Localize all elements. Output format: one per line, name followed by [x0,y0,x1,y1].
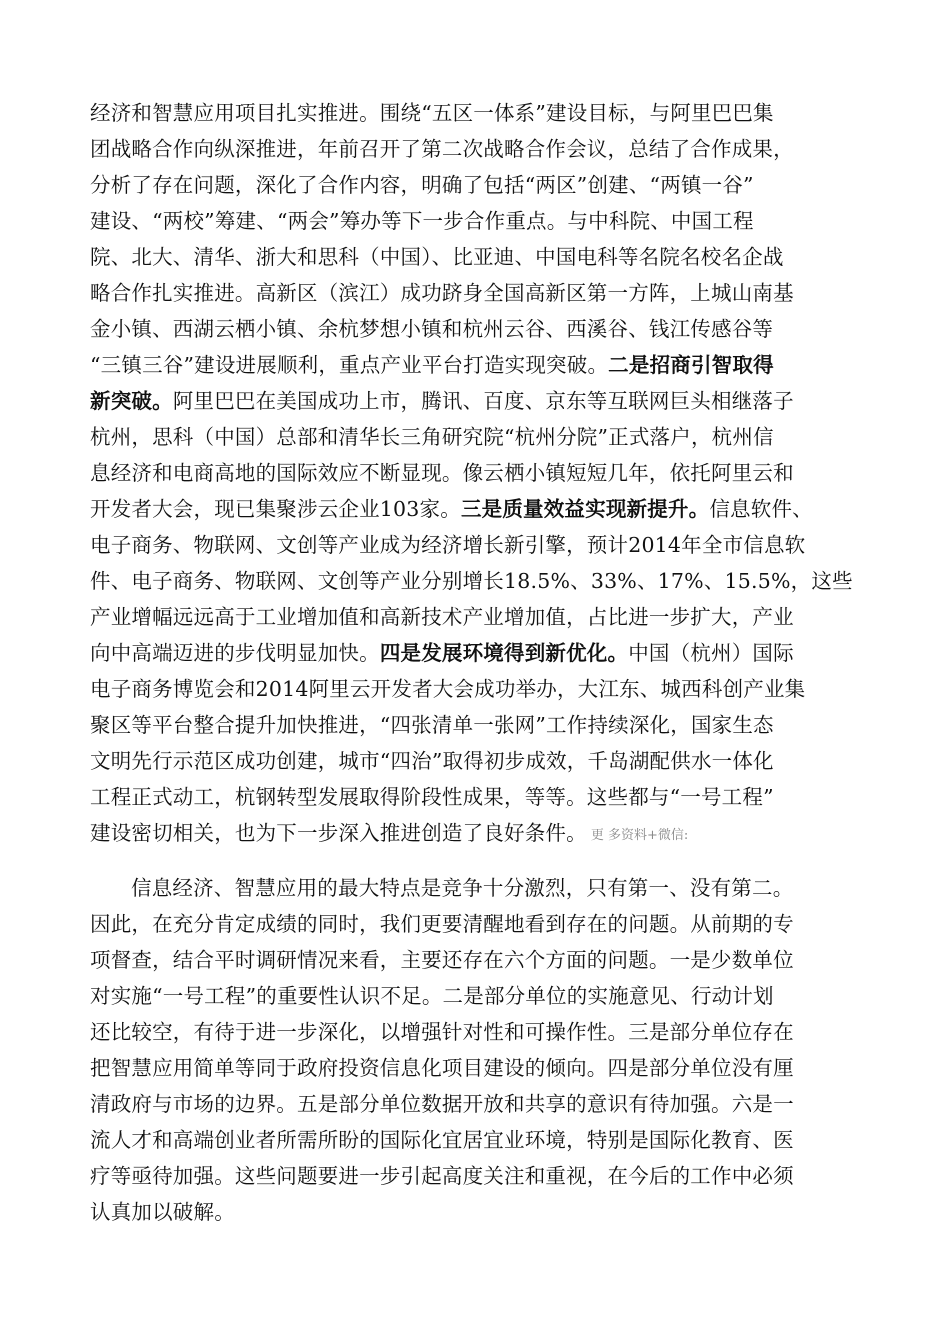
text-line: 还比较空，有待于进一步深化，以增强针对性和可操作性。三是部分单位存在 [90,1020,794,1044]
watermark-text: 更 多资料+微信: [590,828,689,843]
text-line: 把智慧应用简单等同于政府投资信息化项目建设的倾向。四是部分单位没有厘 [90,1056,794,1080]
text-run: 建设密切相关，也为下一步深入推进创造了良好条件。 [90,821,587,845]
bold-heading-2-cont: 新突破。 [90,389,173,413]
text-line: 院、北大、清华、浙大和思科（中国）、比亚迪、中国电科等名院名校名企战 [90,245,784,269]
text-line: 文明先行示范区成功创建，城市“四治”取得初步成效，千岛湖配供水一体化 [90,749,774,773]
text-line [90,383,862,419]
text-run: 信息软件、 [709,497,813,521]
text-line: 工程正式动工，杭钢转型发展取得阶段性成果，等等。这些都与“一号工程” [90,785,774,809]
text-run: 中国（杭州）国际 [628,641,794,665]
text-line: 项督查，结合平时调研情况来看，主要还存在六个方面的问题。一是少数单位 [90,948,794,972]
text-run: 向中高端迈进的步伐明显加快。 [90,641,380,665]
text-run: 开发者大会，现已集聚涉云企业103家。 [90,497,461,521]
text-line: 息经济和电商高地的国际效应不断显现。像云栖小镇短短几年，依托阿里云和 [90,461,794,485]
bold-heading-2: 二是招商引智取得 [608,353,774,377]
text-line: 团战略合作向纵深推进，年前召开了第二次战略合作会议，总结了合作成果， [90,137,794,161]
text-line: 聚区等平台整合提升加快推进，“四张清单一张网”工作持续深化，国家生态 [90,713,774,737]
text-run: 信息经济、智慧应用的最大特点是竞争十分激烈，只有第一、没有第二。 [131,876,794,900]
text-run: 阿里巴巴在美国成功上市，腾讯、百度、京东等互联网巨头相继落子 [172,389,794,413]
text-line: 产业增幅远远高于工业增加值和高新技术产业增加值，占比进一步扩大，产业 [90,605,794,629]
text-line: 电子商务博览会和2014阿里云开发者大会成功举办，大江东、城西科创产业集 [90,677,806,701]
paragraph-achievements [90,95,862,851]
text-line: 经济和智慧应用项目扎实推进。围绕“五区一体系”建设目标，与阿里巴巴集 [90,101,774,125]
text-line: 认真加以破解。 [90,1200,235,1224]
text-run: “三镇三谷”建设进展顺利，重点产业平台打造实现突破。 [90,353,609,377]
text-line: 清政府与市场的边界。五是部分单位数据开放和共享的意识有待加强。六是一 [90,1092,794,1116]
text-line: 杭州，思科（中国）总部和清华长三角研究院“杭州分院”正式落户，杭州信 [90,425,774,449]
text-line [90,491,862,527]
text-line: 略合作扎实推进。高新区（滨江）成功跻身全国高新区第一方阵，上城山南基 [90,281,794,305]
text-line [90,347,862,383]
text-line: 金小镇、西湖云栖小镇、余杭梦想小镇和杭州云谷、西溪谷、钱江传感谷等 [90,317,774,341]
text-line: 电子商务、物联网、文创等产业成为经济增长新引擎，预计2014年全市信息软 [90,533,806,557]
text-line: 建设、“两校”筹建、“两会”筹办等下一步合作重点。与中科院、中国工程 [90,209,754,233]
text-line [90,815,862,851]
bold-heading-4: 四是发展环境得到新优化。 [379,641,629,665]
text-line: 疗等亟待加强。这些问题要进一步引起高度关注和重视，在今后的工作中必须 [90,1164,794,1188]
text-line: 件、电子商务、物联网、文创等产业分别增长18.5%、33%、17%、15.5%，这些 [90,569,853,593]
text-line [90,635,862,671]
text-line: 对实施“一号工程”的重要性认识不足。二是部分单位的实施意见、行动计划 [90,984,774,1008]
text-line: 因此，在充分肯定成绩的同时，我们更要清醒地看到存在的问题。从前期的专 [90,912,794,936]
paragraph-problems [90,870,862,1230]
text-line: 分析了存在问题，深化了合作内容，明确了包括“两区”创建、“两镇一谷” [90,173,754,197]
text-line: 流人才和高端创业者所需所盼的国际化宜居宜业环境，特别是国际化教育、医 [90,1128,794,1152]
bold-heading-3: 三是质量效益实现新提升。 [460,497,710,521]
text-line-indented [90,870,862,906]
